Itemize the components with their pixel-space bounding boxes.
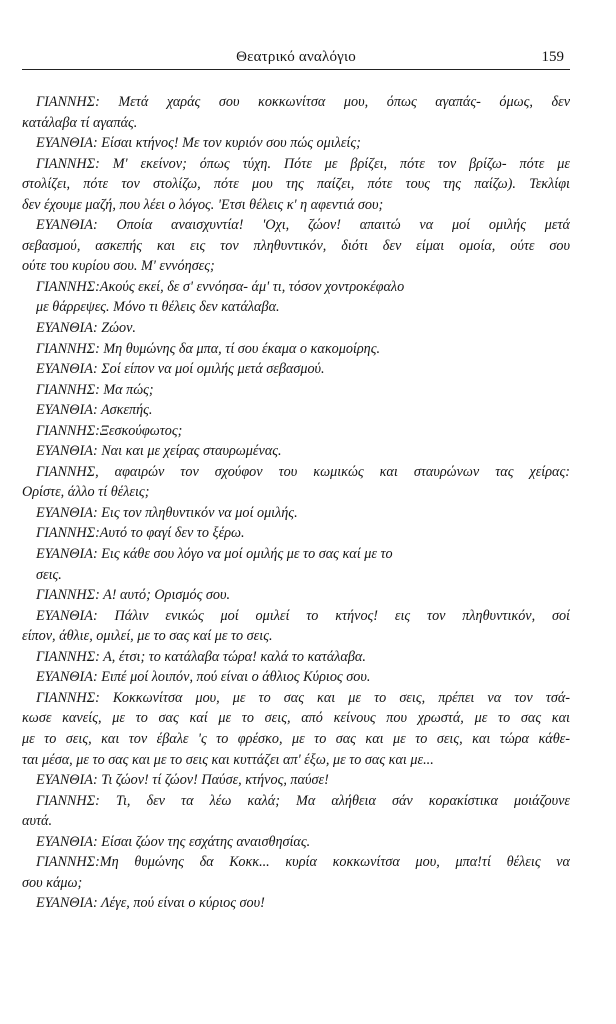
dialogue-line: στολίζει, πότε τον στολίζω, πότε μου της παίζει, πότε τους της παίζω). Τεκλίφι [22, 176, 570, 193]
dialogue-line: ΕΥΑΝΘΙΑ: Ναι και με χείρας σταυρωμένας. [36, 443, 282, 460]
dialogue-line: ΕΥΑΝΘΙΑ: Σοί είπον να μοί ομιλής μετά σεβασμού. [36, 361, 325, 378]
dialogue-line: ΓΙΑΝΝΗΣ: Α! αυτό; Ορισμός σου. [36, 587, 231, 604]
dialogue-line: είπον, άθλιε, ομιλεί, με το σας καί με το σεις. [22, 628, 273, 645]
dialogue-line: σεις. [36, 566, 62, 583]
dialogue-line: ΓΙΑΝΝΗΣ:Ακούς εκεί, δε σ' εννόησα- άμ' τι, τόσον χοντροκέφαλο [36, 278, 405, 295]
dialogue-line: ΓΙΑΝΝΗΣ:Μη θυμώνης δα Κοκκ... κυρία κοκκωνίτσα μου, μπα!τί θέλεις να [36, 854, 570, 871]
dialogue-line: ται μέσα, με το σας και με το σεις και κυττάζει απ' έξω, με το σας και με... [22, 751, 434, 768]
dialogue-line: κατάλαβα τί αγαπάς. [22, 114, 138, 131]
dialogue-line: ΓΙΑΝΝΗΣ: Τι, δεν τα λέω καλά; Μα αλήθεια σάν κορακίστικα μοιάζουνε [36, 792, 570, 809]
dialogue-line: ΕΥΑΝΘΙΑ: Οποία αναισχυντία! 'Οχι, ζώον! απαιτώ να μοί ομιλής μετά [36, 217, 570, 234]
dialogue-line: αυτά. [22, 813, 53, 830]
dialogue-line: Ορίστε, άλλο τί θέλεις; [22, 484, 150, 501]
dialogue-line: ΓΙΑΝΝΗΣ: Κοκκωνίτσα μου, με το σας και με το σεις, πρέπει να τον τσά- [36, 689, 570, 706]
dialogue-line: με θάρρεψες. Μόνο τι θέλεις δεν κατάλαβα. [36, 299, 280, 316]
dialogue-line: ούτε του κυρίου σου. Μ' εννόησες; [22, 258, 215, 275]
dialogue-line: ΕΥΑΝΘΙΑ: Τι ζώον! τί ζώον! Παύσε, κτήνος, παύσε! [36, 772, 329, 789]
dialogue-line: ΕΥΑΝΘΙΑ: Εις κάθε σου λόγο να μοί ομιλής με το σας καί με το [36, 546, 393, 563]
dialogue-line: ΕΥΑΝΘΙΑ: Ασκεπής. [36, 402, 153, 419]
dialogue-line: ΕΥΑΝΘΙΑ: Είσαι ζώον της εσχάτης αναισθησίας. [36, 833, 311, 850]
running-header [22, 47, 570, 70]
dialogue-line: ΕΥΑΝΘΙΑ: Πάλιν ενικώς μοί ομιλεί το κτήνος! εις τον πληθυντικόν, σοί [36, 607, 570, 624]
dialogue-line: ΓΙΑΝΝΗΣ:Ξεσκούφωτος; [36, 422, 183, 439]
dialogue-line: δεν έχουμε μαζή, που λέει ο λόγος. 'Ετσι θέλεις κ' η αφεντιά σου; [22, 196, 384, 213]
running-title: Θεατρικό αναλόγιο [236, 49, 356, 65]
dialogue-line: ΓΙΑΝΝΗΣ: Μετά χαράς σου κοκκωνίτσα μου, όπως αγαπάς- όμως, δεν [36, 94, 570, 110]
dialogue-line: κωσε κανείς, με το σας καί με το σεις, από κείνους που χρωστά, με το σας και [22, 710, 570, 727]
dialogue-line: ΕΥΑΝΘΙΑ: Είσαι κτήνος! Με τον κυριόν σου πώς ομιλείς; [36, 135, 361, 152]
dialogue-line: ΕΥΑΝΘΙΑ: Εις τον πληθυντικόν να μοί ομιλής. [36, 504, 298, 521]
dialogue-line: ΓΙΑΝΝΗΣ, αφαιρών τον σχούφον του κωμικώς και σταυρώνων τας χείρας: [36, 463, 570, 480]
dialogue-line: ΓΙΑΝΝΗΣ: Α, έτσι; το κατάλαβα τώρα! καλά το κατάλαβα. [36, 648, 366, 665]
dialogue-line: ΕΥΑΝΘΙΑ: Ζώον. [36, 320, 136, 337]
dialogue-line: ΓΙΑΝΝΗΣ: Μα πώς; [36, 381, 154, 398]
dialogue-line: σου κάμω; [22, 874, 83, 891]
dialogue-line: ΕΥΑΝΘΙΑ: Ειπέ μοί λοιπόν, πού είναι ο άθλιος Κύριος σου. [36, 669, 371, 686]
dialogue-body [22, 92, 570, 914]
dialogue-line: ΓΙΑΝΝΗΣ: Μ' εκείνον; όπως τύχη. Πότε με βρίζει, πότε τον βρίζω- πότε με [36, 155, 570, 172]
dialogue-line: σεβασμού, ασκεπής και εις τον πληθυντικόν, διότι δεν είμαι ομοία, ούτε σου [22, 237, 570, 254]
dialogue-line: ΓΙΑΝΝΗΣ: Μη θυμώνης δα μπα, τί σου έκαμα ο κακομοίρης. [36, 340, 381, 357]
dialogue-line: ΕΥΑΝΘΙΑ: Λέγε, πού είναι ο κύριος σου! [36, 895, 265, 912]
page-number: 159 [541, 49, 564, 65]
dialogue-line: ΓΙΑΝΝΗΣ:Αυτό το φαγί δεν το ξέρω. [36, 525, 245, 542]
dialogue-line: με το σεις, και τον έβαλε 'ς το φρέσκο, με το σας και με το σεις, και τώρα κάθε- [22, 730, 570, 747]
